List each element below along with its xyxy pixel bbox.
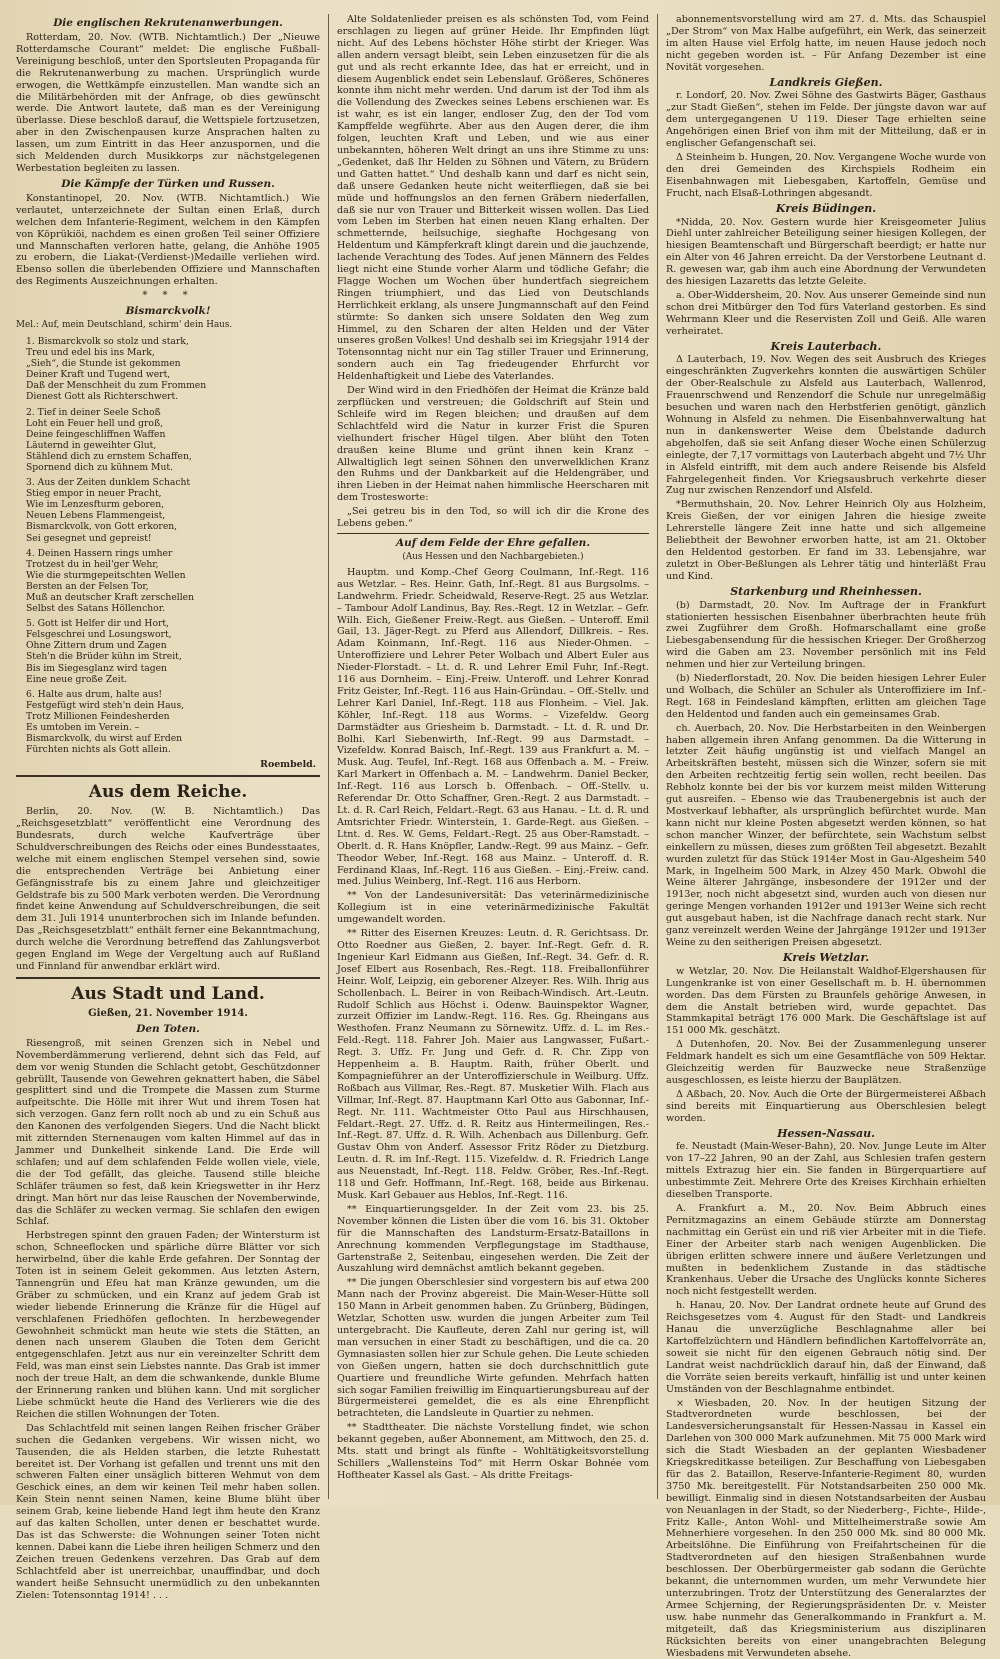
- article-wetzlar: w Wetzlar, 20. Nov. Die Heilanstalt Waldhof-Elgershausen für Lungenkranke ist von einer Gesellschaft m. b. H. übernommen worden. Das dem Fürsten zu Braunfels gehörige Anwesen, in dem die Anstalt betrieben wird, wurde gepachtet. Das Stammkapital beträgt 176 000 Mark. Die Geschäftslage ist auf 151 000 Mk. geschätzt.: [666, 966, 986, 1037]
- article-assbach: Δ Aßbach, 20. Nov. Auch die Orte der Bürgermeisterei Aßbach sind bereits mit Einquartierung aus Oberschlesien belegt worden.: [666, 1089, 986, 1125]
- poem-line: 4. Deinen Hassern rings umher: [16, 548, 320, 559]
- poem-line: Eine neue große Zeit.: [16, 674, 320, 685]
- poem-title: Bismarckvolk!: [16, 305, 320, 318]
- article-rekruten: Rotterdam, 20. Nov. (WTB. Nichtamtlich.) Der „Nieuwe Rotterdamsche Courant“ meldet: Die englische Fußball-Vereinigung beschloß, unter den Sportsleuten Propaganda für die Rekrutenanwerbung zu machen. Ursprünglich wurde erwogen, die Wettkämpfe einzustellen. Man wandte sich an die Militärbehörden mit der Anfrage, ob dies gewünscht werde. Die Antwort lautete, daß man es der Vereinigung überlasse. Diese beschloß darauf, die Wettspiele fortzusetzen, aber in den Zwischenpausen kurze Ansprachen halten zu lassen, um zum Eintritt in das Heer anzuspornen, und die sich Meldenden durch Musikkorps zur nächstgelegenen Werbestation begleiten zu lassen.: [16, 32, 320, 175]
- poem-line: Wie im Lenzesfturm geboren,: [16, 499, 320, 510]
- column-3: [658, 14, 990, 1499]
- poem-line: Muß an deutscher Kraft zerschellen: [16, 592, 320, 603]
- poem-line: 3. Aus der Zeiten dunklem Schacht: [16, 477, 320, 488]
- section-landkreis-giessen: Landkreis Gießen.: [666, 77, 986, 89]
- poem-line: Wie die sturmgepeitschten Wellen: [16, 570, 320, 581]
- poem-stanzas: [16, 336, 320, 755]
- poem-line: Felsgeschrei und Losungswort,: [16, 629, 320, 640]
- article-toten-1: Riesengroß, mit seinen Grenzen sich in Nebel und Novemberdämmerung verlierend, dehnt sich das Feld, auf dem vor wenig Stunden die Schlacht getobt, Geschützdonner gebrüllt, Tausende von Gewehren geknattert haben, die Säbel gesplittert sind und die Trompete die Massen zum Sturme aufpeitschte. Die Hölle mit ihrer Wut und ihrem Tosen hat sich verzogen. Ganz fern rollt noch ab und zu ein Schuß aus den Kanonen des verfolgenden Siegers. Und die Nacht blickt mit zitternden Sternenaugen vom kalten Himmel auf das in Jammer und Dunkelheit sinkende Land. Die Erde will schlafen; und auf dem schlafenden Felde wollen viele, viele, die der Tod gefällt, das gleiche. Tausend stille bleiche Schläfer träumen so fest, daß kein Kriegswetter in ihr Herz dringt. Man hört nur das leise Rauschen der Novemberwinde, das die Schläfer zu wecken vermag. Sie schlafen den ewigen Schlaf.: [16, 1038, 320, 1229]
- article-steinheim: Δ Steinheim b. Hungen, 20. Nov. Vergangene Woche wurde von den drei Gemeinden des Kirchspiels Rodheim ein Eisenbahnwagen mit Liebesgaben, Kartoffeln, Gemüse und Frucht, nach Elsaß-Lothringen abgesandt.: [666, 152, 986, 200]
- article-soldaten-3: „Sei getreu bis in den Tod, so will ich dir die Krone des Lebens geben.“: [337, 506, 649, 530]
- article-stadttheater: ** Stadttheater. Die nächste Vorstellung findet, wie schon bekannt gegeben, außer Abonnement, am Mittwoch, den 25. d. Mts. statt und bringt als fünfte – Wohltätigkeitsvorstellung Schillers „Wallensteins Tod“ mit Herrn Oskar Bohnée vom Hoftheater Kassel als Gast. – Als dritte Freitags-: [337, 1422, 649, 1482]
- poem-line: Deine feingeschliffnen Waffen: [16, 429, 320, 440]
- poem-line: Bersten an der Felsen Tor,: [16, 581, 320, 592]
- article-soldaten-2: Der Wind wird in den Friedhöfen der Heimat die Kränze bald zerpflücken und verstreuen; die Goldschrift auf Stein und Schleife wird im Regen bleichen; und draußen auf dem Schlachtfeld wird die Natur in kurzer Frist die Spuren vielhundert frischer Hügel tilgen. Aber blüht den Toten draußen keine Blume und grünt ihnen kein Kranz – Allwaltiglich legt seinen Söhnen den unverwelklichen Kranz den Ruhms und der Dankbarkeit auf die Heldengräber, und ihren Lieben in der Heimat nahen himmlische Heerscharen mit dem Trostesworte:: [337, 385, 649, 504]
- poem-line: Bis im Siegesglanz wird tagen: [16, 663, 320, 674]
- article-kaempfe: Konstantinopel, 20. Nov. (WTB. Nichtamtlich.) Wie verlautet, unterzeichnete der Sultan einen Erlaß, durch welchen dem Infanterie-Regiment, welchem in den Kämpfen von Köprükiöi, nachdem es einen großen Teil seiner Offiziere und Mannschaften verloren hatte, gelang, die Anhöhe 1905 zu erobern, die Liakat-(Verdienst-)Medaille verliehen wird. Ebenso sollen die überlebenden Offiziere und Mannschaften des Regiments Auszeichnungen erhalten.: [16, 193, 320, 288]
- headline-rekruten: Die englischen Rekrutenanwerbungen.: [16, 17, 320, 30]
- article-londorf: r. Londorf, 20. Nov. Zwei Söhne des Gastwirts Bäger, Gasthaus „zur Stadt Gießen“, stehen im Felde. Der jüngste davon war auf dem untergegangenen U 119. Dieser Tage erhielten seine Angehörigen einen Brief von ihm mit der Mitteilung, daß er in englischer Gefangenschaft sei.: [666, 90, 986, 150]
- article-wiesbaden: × Wiesbaden, 20. Nov. In der heutigen Sitzung der Stadtverordneten wurde beschlossen, bei der Landesversicherungsanstalt für Hessen-Nassau in Kassel ein Darlehen von 300 000 Mark aufzunehmen. Mit 75 000 Mark wird sich die Stadt Wiesbaden an der geplanten Wiesbadener Kriegskreditkasse beteiligen. Zur Beschaffung von Liebesgaben für das 2. Bataillon, Reserve-Infanterie-Regiment 80, wurden 3750 Mk. bereitgestellt. Für Notstandsarbeiten 250 000 Mk. bewilligt. Einmalig sind in diesen Notstandsarbeiten der Ausbau von Neuanlagen in der Stadt, so der Niederberg-, Fichte-, Hilde-, Fritz Kalle-, Anton Wohl- und Mittelheimerstraße sowie Am Mehnerhiere vorgesehen. In den 250 000 Mk. sind 80 000 Mk. Arbeitslöhne. Die Einführung von Freifahrtscheinen für die Stadtverordneten auf den hiesigen Straßenbahnen wurde beschlossen. Der Oberbürgermeister gab sodann die Gerüchte bekannt, die unternommen wurden, um mehr Verwundete hier unterzubringen. Trotz der Unterstützung des Generalarztes der Armee Schjerning, der Regierungspräsidenten Dr. v. Meister usw. habe nunmehr das Generalkommando in Frankfurt a. M. mitgeteilt, daß das Kriegsministerium aus disziplinaren Rücksichten bereits von einer unangebrachten Belegung Wiesbadens mit Verwundeten absehe.: [666, 1398, 986, 1659]
- poem-melody: Mel.: Auf, mein Deutschland, schirm' dein Haus.: [16, 320, 320, 332]
- poem-line: Festgefügt wird steh'n dein Haus,: [16, 700, 320, 711]
- section-kreis-buedingen: Kreis Büdingen.: [666, 203, 986, 215]
- poem-stanza: [16, 477, 320, 544]
- section-rule: [337, 533, 649, 534]
- article-lauterbach: Δ Lauterbach, 19. Nov. Wegen des seit Ausbruch des Krieges eingeschränkten Zugverkehrs konnten die auswärtigen Schüler der Ober-Realschule zu Alsfeld aus Lauterbach, Wallenrod, Frauenrschwend und Renzendorf die Schule nur unregelmäßig besuchen und waren nach den Herbstferien genötigt, gänzlich Wohnung in Alsfeld zu nehmen. Die Eisenbahnverwaltung hat nun in dankenswerter Weise dem Übelstande dadurch abgeholfen, daß sie seit Anfang dieser Woche einen Schülerzug einlegte, der 7,17 vormittags von Lauterbach abgeht und 7½ Uhr in Alsfeld eintrifft, mit dem auch andere Reisende bis Alsfeld Fahrgelegenheit finden. Vor Kriegsausbruch verkehrte dieser Zug nur zwischen Renzendorf und Alsfeld.: [666, 354, 986, 497]
- section-rule: [16, 775, 320, 777]
- poem-line: Trotzest du in heil'ger Wehr,: [16, 559, 320, 570]
- poem-line: Selbst des Satans Höllenchor.: [16, 603, 320, 614]
- poem-line: Steh'n die Brüder kühn im Streit,: [16, 651, 320, 662]
- poem-line: Deiner Kraft und Tugend wert,: [16, 369, 320, 380]
- poem-line: 5. Gott ist Helfer dir und Hort,: [16, 618, 320, 629]
- article-soldaten-1: Alte Soldatenlieder preisen es als schönsten Tod, vom Feind erschlagen zu liegen auf grüner Heide. Ihr Empfinden lügt nicht. Auf des Lebens höchster Höhe stirbt der Krieger. Was allen andern versagt bleibt, sein Leben einzusetzen für die als gut und als recht erkannte Idee, das hat er erreicht, und in diesem Augenblick endet sein Lebenslauf. Größeres, Schöneres konnte ihm nicht mehr werden. Und darum ist der Tod ihm als die Vollendung des Zweckes seines Lebens erschienen war. Es ist wahr, es ist ein langer, endloser Zug, den der Tod vom Kampffelde wegführte. Aber aus den Augen derer, die ihm folgen, leuchten Kraft und Leben, und wie aus einer unbekannten, höheren Welt dringt an uns ihre Stimme zu uns: „Gedenket, daß Ihr Helden zu Söhnen und Vätern, zu Brüdern und Gatten hattet.“ Und deshalb kann und darf es nicht sein, daß unsere Gedanken heute nicht weiterfliegen, daß sie bei müde und hoffnungslos an den fernen Gräbern niederfallen, daß sie nur von Trauer und Bitterkeit wissen wollen. Das Lied vom Leben im Sterben hat einen neuen Klang erhalten. Der schmetternde, heilsuchige, sieghafte Hochgesang von Heldentum und Kämpferkraft klingt darein und die jauchzende, lachende Verachtung des Todes. Auf jenen Männern des Feldes liegt nicht eine Stunde vorher Alarm und tödliche Gefahr; die Flagge Wochen um Wochen über hundertfach siegreichem Ringen triumphiert, und das Lied von Deutschlands Herrlichkeit erklang, als unsere Jungmannschaft auf den Feind stürmte: So danken sich unsere Soldaten den Weg zum Himmel, zu den Scharen der alten Helden und der Väter unseres großen Volkes! Und deshalb sei im Kriegsjahr 1914 der Totensonntag nicht nur ein Tag stiller Trauer und Erinnerung, sondern auch ein Tag friedeugender Ehrfurcht vor Heldenhaftigkeit und Liebe des Vaterlandes.: [337, 14, 649, 383]
- poem-line: Bismarckvolk, von Gott erkoren,: [16, 521, 320, 532]
- section-hessen-nassau: Hessen-Nassau.: [666, 1128, 986, 1140]
- article-dutenhofen: Δ Dutenhofen, 20. Nov. Bei der Zusammenlegung unserer Feldmark handelt es sich um eine Gesamtfläche von 509 Hektar. Gleichzeitig werden für Bauzwecke neue Straßenzüge ausgeschlossen, es leiste hierzu der Bauplätzen.: [666, 1039, 986, 1087]
- article-abonnement: abonnementsvorstellung wird am 27. d. Mts. das Schauspiel „Der Strom“ von Max Halbe aufgeführt, ein Werk, das seinerzeit im alten Hause viel Erfolg hatte, im neuen Hause jedoch noch nicht gegeben worden ist. – Für Anfang Dezember ist eine Novität vorgesehen.: [666, 14, 986, 74]
- poem-line: 1. Bismarckvolk so stolz und stark,: [16, 336, 320, 347]
- poem-line: Daß der Menschheit du zum Frommen: [16, 380, 320, 391]
- article-hanau: h. Hanau, 20. Nov. Der Landrat ordnete heute auf Grund des Reichsgesetzes vom 4. August für den Stadt- und Landkreis Hanau die unverzügliche Beschlagnahme aller bei Kartoffelzüchtern und Händlern befindlichen Kartoffelvorräte an, soweit sie nicht für den eigenen Gebrauch nötig sind. Der Landrat weist nachdrücklich darauf hin, daß der Einwand, daß die Vorräte seien bereits verkauft, hinfällig ist und unter keinen Umständen von der Beschlagnahme entbindet.: [666, 1300, 986, 1395]
- section-starkenburg: Starkenburg und Rheinhessen.: [666, 586, 986, 598]
- article-niederflorstadt: (b) Niederflorstadt, 20. Nov. Die beiden hiesigen Lehrer Euler und Wolbach, die Schüler an Schuler als Unteroffiziere im Inf.-Regt. 168 in Feindesland kämpften, erlitten am gleichen Tage den Heldentod und fanden auch ein gemeinsames Grab.: [666, 673, 986, 721]
- poem-stanza: [16, 336, 320, 403]
- article-toten-2: Herbstregen spinnt den grauen Faden; der Wintersturm ist schon, Schneeflocken und spärliche dürre Blätter vor sich herwirbelnd, über die kahle Erde gefahren. Der Sonntag der Toten ist in seinem Geleit gekommen. Aus letzten Astern, Tannengrün und Efeu hat man Kränze gewunden, um die Gräber zu schmücken, und ein Kranz auf jedem Grab ist wieder liebende Erinnerung die Kränze für die Hügel auf verschlafenen Friedhöfen geflochten. In herzbewegender Gewohnheit schmückt man heute wie stets die Stätten, an denen nach unserem Glauben die Toten dem Gericht entgegenschlafen. Jetzt aus nur ein vereinzelter Schritt dem Feld, was man einst sein Liebstes nannte. Das Grab ist immer noch der treue Halt, an dem die schwankende, dunkle Blume der Erinnerung ranken und blühen kann. Und mit sorglicher Liebe schmückt heute die Hand des Verlierers wie die des Reichen die stillen Wohnungen der Toten.: [16, 1230, 320, 1421]
- article-toten-3: Das Schlachtfeld mit seinen langen Reihen frischer Gräber suchen die Gedanken vergebens. Wir wissen nicht, wo Tausenden, die als Helden starben, die letzte Ruhestatt bereitet ist. Der Vorhang ist gefallen und trennt uns mit den schweren Falten einer unsäglich bitteren Wehmut von dem Geschick eines, an dem wir keinen Teil mehr haben sollen. Kein Stein nennt seinen Namen, keine Blume blüht über seinem Grab, keine liebende Hand legt ihm heute den Kranz auf das kalten Schollen, unter denen er beschattet wurde. Das ist das Schwerste: die Wohnungen seiner Toten nicht kennen. Dabei kann die Liebe ihren heiligen Schmerz und den Zeichen treuen Gedenkens verzehren. Das Grab auf dem Schlachtfeld aber ist unerreichbar, unauffindbar, und doch wandert heiße Sehnsucht unermüdlich zu den unbekannten Zielen: Totensonntag 1914! . . .: [16, 1423, 320, 1602]
- dateline: Gießen, 21. November 1914.: [16, 1008, 320, 1020]
- poem-line: Bismarckvolk, du wirst auf Erden: [16, 733, 320, 744]
- article-gefallene-liste: Hauptm. und Komp.-Chef Georg Coulmann, Inf.-Regt. 116 aus Wetzlar. – Res. Heinr. Gath, Inf.-Regt. 81 aus Burgsolms. – Landwehrm. Friedr. Scheidwald, Reserve-Regt. 25 aus Wetzlar. – Tambour Adolf Landinus, Bay. Res.-Regt. 12 in Wetzlar. – Gefr. Wilh. Eich, Gießener Freiw.-Regt. aus Gießen. – Unteroff. Emil Gail, 13. Jäger-Regt. zu Pferd aus Allendorf, Dillkreis. – Res. Adam Koinmann, Inf.-Regt. 116 aus Nieder-Ohmen. – Unteroffiziere und Lehrer Peter Wolbach und Albert Euler aus Nieder-Florstadt. – Lt. d. R. und Lehrer Emil Fuhr, Inf.-Regt. 116 aus Dornheim. – Einj.-Freiw. Unteroff. und Lehrer Konrad Fritz Geister, Inf.-Regt. 116 aus Hain-Gründau. – Off.-Stellv. und Lehrer Karl Daniel, Inf.-Regt. 118 aus Flonheim. – Viel. Jak. Köhler, Inf.-Regt. 118 aus Worms. – Vizefeldw. Georg Darmstädter aus Griesheim b. Darmstadt. – Lt. d. R. und Dr. Bolhi. Karl Siebenwirth, Inf.-Regt. 99 aus Darmstadt. – Vizefeldw. Konrad Baisch, Inf.-Regt. 139 aus Frankfurt a. M. – Musk. Aug. Teufel, Inf.-Regt. 168 aus Offenbach a. M. – Freiw. Karl Markert in Offenbach a. M. – Landwehrm. Daniel Becker, Inf.-Regt. 116 aus Lorsch b. Offenbach. – Off.-Stellv. u. Referendar Dr. Otto Schaffner, Gren.-Regt. 2 aus Darmstadt. – Lt. d. R. Carl Reich, Feldart.-Regt. 63 aus Hanau. – Lt. d. R. und Amtsrichter Friedr. Winterstein, 1. Garde-Regt. aus Gießen. – Ltnt. d. Res. W. Gems, Feldart.-Regt. 25 aus Ober-Ramstadt. – Oberlt. d. R. Hans Knöpfler, Landw.-Regt. 99 aus Mainz. – Gefr. Theodor Weber, Inf.-Regt. 168 aus Mainz. – Unteroff. d. R. Ferdinand Klaas, Inf.-Regt. 116 aus Gießen. – Einj.-Freiw. cand. med. Julius Weinberg, Inf.-Regt. 116 aus Herborn.: [337, 567, 649, 888]
- column-1: [10, 14, 328, 1499]
- section-kreis-wetzlar: Kreis Wetzlar.: [666, 952, 986, 964]
- headline-felde-ehre: Auf dem Felde der Ehre gefallen.: [337, 537, 649, 550]
- article-frankfurt: A. Frankfurt a. M., 20. Nov. Beim Abbruch eines Pernitzmagazins an einem Gebäude stürzte am Donnerstag nachmittag ein Gerüst ein und riß vier Arbeiter mit in die Tiefe. Einer der Arbeiter starb nach wenigen Augenblicken. Die übrigen erlitten schwere innere und äußere Verletzungen und mußten in bedenklichem Zustande in das städtische Krankenhaus. Ueber die Ursache des Unglücks konnte Sicheres noch nicht festgestellt werden.: [666, 1203, 986, 1298]
- article-bermuthshain: *Bermuthshain, 20. Nov. Lehrer Heinrich Oly aus Holzheim, Kreis Gießen, der vor einigen Jahren die hiesige zweite Lehrerstelle längere Zeit inne hatte und sich allgemeine Beliebtheit der Bewohner erworben hatte, ist am 21. Oktober den Heldentod gestorben. Er fand im 33. Lebensjahre, war zuletzt in Ober-Beßlungen als Lehrer tätig und hinterläßt Frau und Kind.: [666, 499, 986, 582]
- poem-line: Stieg empor in neuer Pracht,: [16, 488, 320, 499]
- headline-kaempfe: Die Kämpfe der Türken und Russen.: [16, 178, 320, 191]
- star-separator: * * *: [16, 290, 320, 302]
- article-ritter-eisernes-kreuz: ** Ritter des Eisernen Kreuzes: Leutn. d. R. Gerichtsass. Dr. Otto Roedner aus Gießen, 2. bayer. Inf.-Regt. Gefr. d. R. Ingenieur Karl Eidmann aus Gießen, Inf.-Regt. 34. Gefr. d. R. Josef Elbert aus Rosenbach, Res.-Regt. 118. Freiballonführer Heinr. Wolf, Leipzig, ein geborener Alzeyer. Res. Wilh. Ihrig aus Schollenbach. L. Beirer in von Reibach-Windisch. Art.-Leutn. Rudolf Schlich aus Höchst i. Odenw. Bauinspektor Wagner, zurzeit Offizier im Landw.-Regt. 116. Res. Gg. Rheingans aus Westhofen. Franz Neumann zu Sörnewitz. Uffz. d. L. im Res.-Feld.-Regt. 118. Fahrer Joh. Maier aus Langwasser, Fußart.-Regt. 3. Uffz. Fr. Jung und Gefr. d. R. Chr. Zipp von Heppenheim a. B. Hauptm. Raith, früher Oberlt. und Kompagnieführer an der Unteroffizierschule in Weilburg. Uffz. Roßbach aus Villmar, Res.-Regt. 87. Musketier Wilh. Flach aus Villmar, Inf.-Regt. 87. Hauptmann Karl Otto aus Gabonnar, Inf.-Regt. Nr. 111. Wachtmeister Otto Paul aus Hirschhausen, Feldart.-Regt. 27. Uffz. d. R. Reitz aus Hintermeilingen, Res.-Inf.-Regt. 87. Uffz. d. R. Wilh. Achenbach aus Dillenburg. Gefr. Gustav Ohm von Anderf. Assessor Fritz Röder zu Dietzburg. Leutn. d. R. im Inf.-Regt. 115. Vizefeldw. d. R. Friedrich Lange aus Neuenstadt, Inf.-Regt. 118. Feldw. Gröber, Res.-Inf.-Regt. 118 und Gefr. Hoffmann, Inf.-Regt. 168, beide aus Birkenau. Musk. Karl Gebauer aus Heblos, Inf.-Regt. 116.: [337, 928, 649, 1202]
- poem-line: Dienest Gott als Richterschwert.: [16, 391, 320, 402]
- section-rule: [16, 977, 320, 979]
- poem-stanza: [16, 689, 320, 756]
- poem-line: Stählend dich zu ernstem Schaffen,: [16, 451, 320, 462]
- poem-stanza: [16, 407, 320, 474]
- article-darmstadt: (b) Darmstadt, 20. Nov. Im Auftrage der in Frankfurt stationierten hessischen Eisenbahner überbrachten heute früh zwei Zugführer dem Großh. Hofmarschallamt eine große Liebesgabensendung für die hessischen Krieger. Der Großherzog wird die Gaben am 23. November persönlich mit ins Feld nehmen und hier zur Verteilung bringen.: [666, 600, 986, 671]
- poem-line: Neuen Lebens Flammengeist,: [16, 510, 320, 521]
- poem-line: Spornend dich zu kühnem Mut.: [16, 462, 320, 473]
- poem-line: Loht ein Feuer hell und groß,: [16, 418, 320, 429]
- article-oberschlesier: ** Die jungen Oberschlesier sind vorgestern bis auf etwa 200 Mann nach der Provinz abgereist. Die Main-Weser-Hütte soll 150 Mann in Arbeit genommen haben. Zu Grünberg, Büdingen, Wetzlar, Schotten usw. wurden die jungen Arbeiter zum Teil untergebracht. Die Kaufleute, deren Zahl nur gering ist, will man versuchen in einer Stadt zu beschäftigen, und die ca. 20 Gymnasiasten sollen hier zur Schule gehen. Die Leute schieden von Gießen ungern, hatten sie doch durchschnittlich gute Quartiere und freundliche Wirte gefunden. Mehrfach hatten sich sogar Familien freiwillig im Einquartierungsbureau auf der Bürgermeisterei gemeldet, die es als eine Ehrenpflicht betrachteten, die Landsleute in Quartier zu nehmen.: [337, 1277, 649, 1420]
- poem-line: Ohne Zittern drum und Zagen: [16, 640, 320, 651]
- poem-line: „Sieh“, die Stunde ist gekommen: [16, 358, 320, 369]
- column-2: [328, 14, 658, 1499]
- poem-line: Sei gesegnet und gepreist!: [16, 533, 320, 544]
- poem-line: Es umtoben im Verein. –: [16, 722, 320, 733]
- article-reiche: Berlin, 20. Nov. (W. B. Nichtamtlich.) Das „Reichsgesetzblatt“ veröffentlicht eine Verordnung des Bundesrats, durch welche Kaufverträge über Schuldverschreibungen des Reichs oder eines Bundesstaates, welche mit einem englischen Stempel versehen sind, sowie die entsprechenden Verträge bei Anbietung einer Gefängnisstrafe bis zu einem Jahre und gleichzeitiger Geldstrafe bis zu 500 Mark verboten werden. Die Verordnung findet keine Anwendung auf Schuldverschreibungen, die seit dem 31. Juli 1914 ununterbrochen sich im Inlande befunden. Das „Reichsgesetzblatt“ enthält ferner eine Bekanntmachung, durch welche die Verordnung betreffend das Zahlungsverbot gegen England im Wege der Vergeltung auch auf Rußland und Finnland für anwendbar erklärt wird.: [16, 806, 320, 973]
- headline-toten: Den Toten.: [16, 1023, 320, 1036]
- headline-reiche: Aus dem Reiche.: [16, 781, 320, 803]
- article-ober-widdersheim: a. Ober-Widdersheim, 20. Nov. Aus unserer Gemeinde sind nun schon drei Mitbürger den Tod fürs Vaterland gestorben. Es sind Wehrmann Kleer und die Reservisten Zoll und Geiß. Alle waren verheiratet.: [666, 290, 986, 338]
- poem-line: 6. Halte aus drum, halte aus!: [16, 689, 320, 700]
- article-neustadt: fe. Neustadt (Main-Weser-Bahn), 20. Nov. Junge Leute im Alter von 17–22 Jahren, 90 an der Zahl, aus Schlesien trafen gestern mittels Extrazug hier ein. Sie fanden in Bürgerquartiere auf unbestimmte Zeit. Mehrere Orte des Kreises Kirchhain erhielten dieselben Transporte.: [666, 1141, 986, 1201]
- poem-stanza: [16, 548, 320, 615]
- article-landesuniversitaet: ** Von der Landesuniversität: Das veterinärmedizinische Kollegium ist in eine veterinärmedizinische Fakultät umgewandelt worden.: [337, 890, 649, 926]
- subheadline-felde-ehre: (Aus Hessen und den Nachbargebieten.): [337, 552, 649, 564]
- poem-author: Roembeld.: [16, 759, 316, 771]
- poem-line: Läuternd in geweihter Glut,: [16, 440, 320, 451]
- article-nidda: *Nidda, 20. Nov. Gestern wurde hier Kreisgeometer Julius Diehl unter zahlreicher Beteiligung seiner hiesigen Kollegen, der hiesigen Beamtenschaft und Bürgerschaft beerdigt; er hatte nur ein Alter von 46 Jahren erreicht. Da der Verstorbene Leutnant d. R. gewesen war, gab ihm auch eine Abordnung der Verwundeten des hiesigen Lazaretts das letzte Geleite.: [666, 217, 986, 288]
- poem-line: Fürchten nichts als Gott allein.: [16, 744, 320, 755]
- article-einquartierungsgelder: ** Einquartierungsgelder. In der Zeit vom 23. bis 25. November können die Listen über die vom 16. bis 31. Oktober für die Mannschaften des Landsturm-Ersatz-Bataillons in Anrechnung kommenden Verpflegungstage im Stadthause, Gartenstraße 2, Seitenbau, eingesehen werden. Die Zeit der Auszahlung wird demnächst amtlich bekannt gegeben.: [337, 1204, 649, 1275]
- poem-stanza: [16, 618, 320, 685]
- poem-line: 2. Tief in deiner Seele Schoß: [16, 407, 320, 418]
- article-auerbach: ch. Auerbach, 20. Nov. Die Herbstarbeiten in den Weinbergen haben allgemein ihren Anfang genommen. Da die Witterung in letzter Zeit häufig ungünstig ist und vielfach Mangel an Arbeitskräften besteht, müssen sich die Winzer, sofern sie mit den Arbeiten rechtzeitig fertig sein wollen, recht beeilen. Das Rebholz konnte bei der bis vor kurzem meist milden Witterung gut ausreifen. – Ebenso wie das Traubenergebnis ist auch der Mostverkauf lebhafter, als ursprünglich befürchtet wurde. Man kann nicht nur kleine Posten abgesetzt werden können, so hat schon mancher Winzer, der befürchtete, sein Wachstum selbst einkellern zu müssen, dieses zum größten Teil abgesetzt. Bezahlt wurden zuletzt für das Stück 1914er Most in Gau-Algesheim 540 Mark, in Ingelheim 500 Mark, in Alzey 450 Mark. Obwohl die Weine älterer Jahrgänge, insbesondere der 1912er und der 1913er, noch nicht abgesetzt sind, wurden auch von diesen nur geringe Mengen vorhanden 1912er und 1913er Weine sich recht gut ausgebaut haben, ist die Nachfrage danach recht stark. Nur ganz vereinzelt werden Weine der Jahrgänge 1912er und 1913er Weine zu den seitherigen Preisen abgesetzt.: [666, 723, 986, 949]
- headline-stadt-land: Aus Stadt und Land.: [16, 983, 320, 1005]
- section-kreis-lauterbach: Kreis Lauterbach.: [666, 341, 986, 353]
- poem-line: Treu und edel bis ins Mark,: [16, 347, 320, 358]
- poem-line: Trotz Millionen Feindesherden: [16, 711, 320, 722]
